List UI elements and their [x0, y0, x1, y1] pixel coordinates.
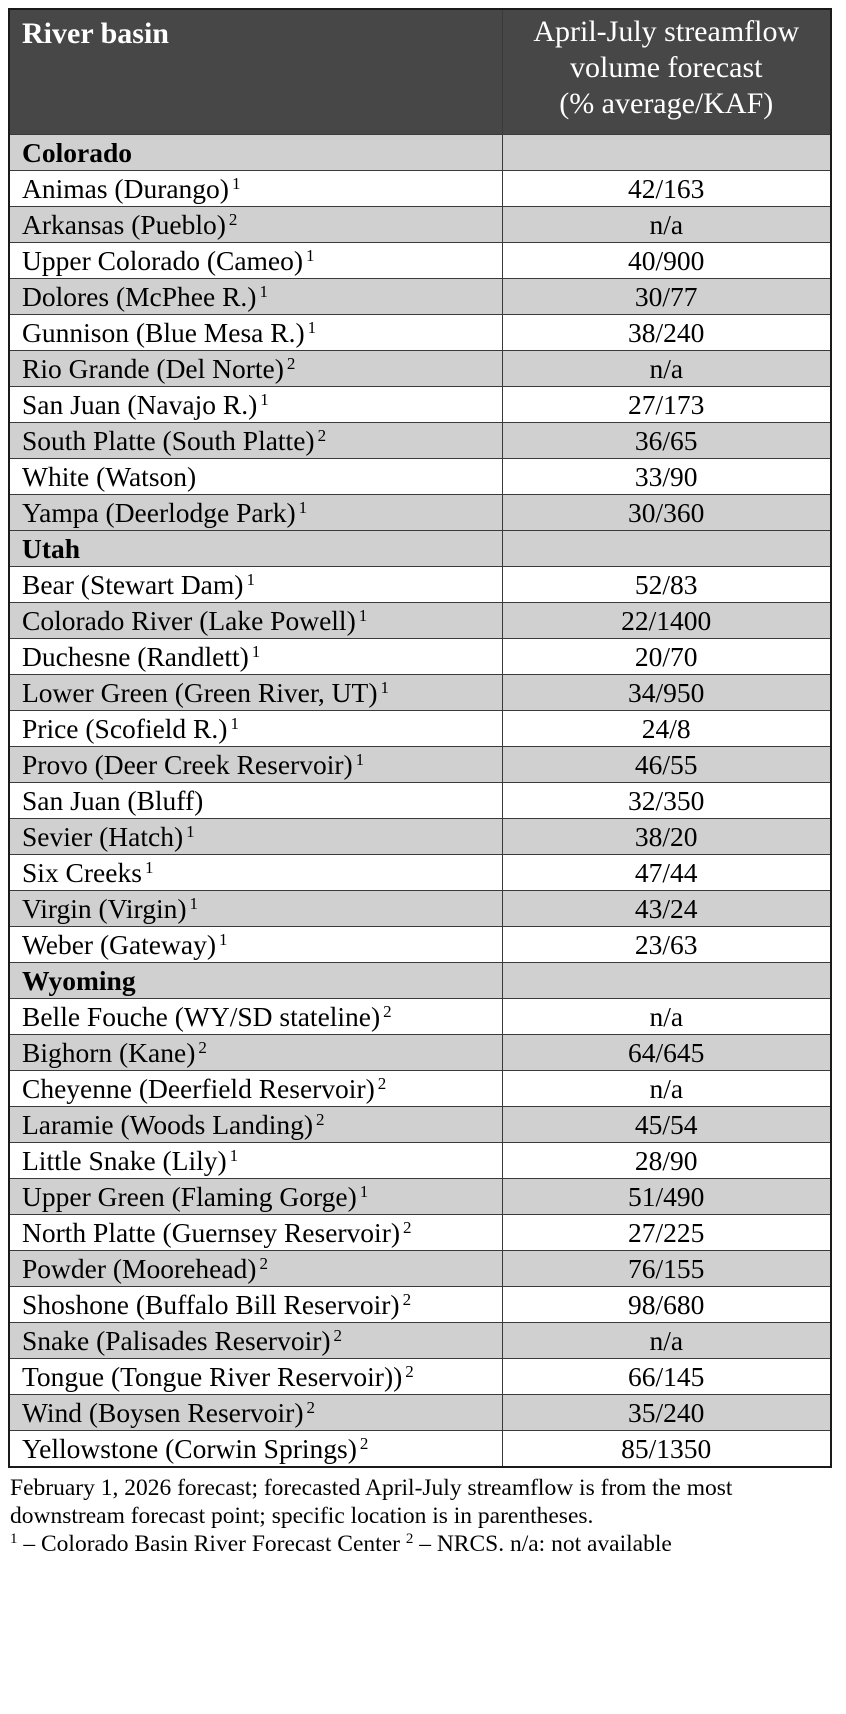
table-row	[9, 639, 831, 675]
footnote-marker: 1	[251, 641, 261, 661]
forecast-value: 64/645	[502, 1035, 831, 1071]
forecast-value: n/a	[502, 351, 831, 387]
forecast-value: 98/680	[502, 1287, 831, 1323]
basin-cell	[9, 783, 502, 819]
table-row	[9, 1143, 831, 1179]
forecast-value: 23/63	[502, 927, 831, 963]
footnote-source-nrcs: – NRCS. n/a: not available	[413, 1531, 672, 1557]
table-row	[9, 387, 831, 423]
header-river-basin: River basin	[9, 9, 502, 135]
basin-cell	[9, 243, 502, 279]
basin-name: Weber (Gateway)	[22, 928, 216, 960]
basin-name: Sevier (Hatch)	[22, 820, 184, 852]
basin-cell	[9, 927, 502, 963]
basin-name: Belle Fouche (WY/SD stateline)	[22, 1000, 381, 1032]
basin-name: Rio Grande (Del Norte)	[22, 352, 284, 384]
basin-cell	[9, 1107, 502, 1143]
basin-cell	[9, 315, 502, 351]
footnote-marker: 1	[298, 497, 308, 517]
footnote-marker: 2	[259, 1253, 268, 1273]
basin-name: Animas (Durango)	[22, 172, 229, 204]
forecast-value: 36/65	[502, 423, 831, 459]
basin-cell	[9, 1035, 502, 1071]
basin-cell	[9, 279, 502, 315]
forecast-value: 38/240	[502, 315, 831, 351]
forecast-value: 45/54	[502, 1107, 831, 1143]
table-row	[9, 603, 831, 639]
footnote-line: downstream forecast point; specific location is in parentheses.	[10, 1503, 594, 1529]
basin-name: Lower Green (Green River, UT)	[22, 676, 378, 708]
basin-cell	[9, 855, 502, 891]
forecast-value: 28/90	[502, 1143, 831, 1179]
basin-name: Gunnison (Blue Mesa R.)	[22, 316, 305, 348]
forecast-value: 76/155	[502, 1251, 831, 1287]
footnote-marker: 1	[189, 893, 198, 913]
basin-cell	[9, 1287, 502, 1323]
footnote-marker: 2	[403, 1217, 412, 1237]
basin-name: Arkansas (Pueblo)	[22, 208, 226, 240]
basin-name: Bear (Stewart Dam)	[22, 568, 244, 600]
footnote-marker: 2	[383, 1001, 392, 1021]
table-row	[9, 1035, 831, 1071]
basin-cell	[9, 819, 502, 855]
footnote-marker: 2	[316, 1109, 325, 1129]
basin-cell	[9, 423, 502, 459]
footnote-marker: 1	[186, 821, 195, 841]
basin-name: Wind (Boysen Reservoir)	[22, 1396, 304, 1428]
footnote	[8, 1474, 830, 1558]
table-row	[9, 1395, 831, 1431]
table-row	[9, 855, 831, 891]
basin-cell	[9, 1359, 502, 1395]
basin-name: San Juan (Navajo R.)	[22, 388, 258, 420]
basin-name: Colorado River (Lake Powell)	[22, 604, 356, 636]
table-row	[9, 315, 831, 351]
basin-name: Little Snake (Lily)	[22, 1144, 227, 1176]
group-label: Wyoming	[9, 963, 502, 999]
forecast-value: 24/8	[502, 711, 831, 747]
basin-cell	[9, 603, 502, 639]
table-row	[9, 1431, 831, 1468]
basin-name: White (Watson)	[22, 460, 197, 492]
footnote-marker: 2	[286, 353, 296, 373]
basin-name: Tongue (Tongue River Reservoir))	[22, 1360, 403, 1392]
basin-name: Price (Scofield R.)	[22, 712, 228, 744]
footnote-marker: 1	[307, 317, 317, 337]
table-row	[9, 783, 831, 819]
group-header-row	[9, 963, 831, 999]
basin-cell	[9, 387, 502, 423]
group-header-row	[9, 531, 831, 567]
basin-name: San Juan (Bluff)	[22, 784, 204, 816]
footnote-marker: 2	[228, 209, 238, 229]
basin-cell	[9, 1395, 502, 1431]
basin-name: Six Creeks	[22, 856, 142, 888]
basin-name: Yampa (Deerlodge Park)	[22, 496, 296, 528]
table-row	[9, 459, 831, 495]
forecast-value: 52/83	[502, 567, 831, 603]
table-row	[9, 1287, 831, 1323]
table-row	[9, 819, 831, 855]
header-forecast-line: volume forecast	[570, 51, 763, 84]
streamflow-forecast-table	[8, 8, 832, 1468]
footnote-marker: 2	[402, 1289, 412, 1309]
footnote-source-cbrfc: – Colorado Basin River Forecast Center	[17, 1531, 406, 1557]
footnote-marker: 1	[231, 173, 241, 193]
basin-cell	[9, 495, 502, 531]
group-empty-cell	[502, 135, 831, 171]
basin-cell	[9, 351, 502, 387]
forecast-value: n/a	[502, 999, 831, 1035]
table-row	[9, 495, 831, 531]
basin-cell	[9, 1323, 502, 1359]
table-row	[9, 747, 831, 783]
header-forecast-line: April-July streamflow	[533, 15, 800, 48]
forecast-value: n/a	[502, 207, 831, 243]
table-row	[9, 1071, 831, 1107]
basin-name: Powder (Moorehead)	[22, 1252, 257, 1284]
table-row	[9, 351, 831, 387]
footnote-marker: 1	[306, 245, 315, 265]
basin-cell	[9, 459, 502, 495]
footnote-line: February 1, 2026 forecast; forecasted April-July streamflow is from the most	[10, 1475, 733, 1501]
basin-cell	[9, 891, 502, 927]
footnote-mark: 2	[405, 1531, 414, 1547]
footnote-marker: 1	[260, 389, 269, 409]
basin-name: Cheyenne (Deerfield Reservoir)	[22, 1072, 375, 1104]
table-row	[9, 927, 831, 963]
forecast-value: 40/900	[502, 243, 831, 279]
forecast-value: 46/55	[502, 747, 831, 783]
footnote-marker: 2	[317, 425, 327, 445]
basin-name: Snake (Palisades Reservoir)	[22, 1324, 331, 1356]
basin-cell	[9, 1071, 502, 1107]
table-row	[9, 567, 831, 603]
basin-cell	[9, 639, 502, 675]
group-empty-cell	[502, 963, 831, 999]
forecast-value: 35/240	[502, 1395, 831, 1431]
basin-cell	[9, 747, 502, 783]
group-empty-cell	[502, 531, 831, 567]
forecast-value: 43/24	[502, 891, 831, 927]
footnote-marker: 2	[405, 1361, 414, 1381]
footnote-marker: 1	[380, 677, 389, 697]
table-row	[9, 207, 831, 243]
basin-name: Virgin (Virgin)	[22, 892, 187, 924]
table-row	[9, 711, 831, 747]
basin-name: Upper Green (Flaming Gorge)	[22, 1180, 357, 1212]
header-forecast	[502, 9, 831, 135]
footnote-marker: 1	[219, 929, 228, 949]
footnote-marker: 2	[198, 1037, 207, 1057]
header-forecast-line: (% average/KAF)	[559, 87, 774, 120]
footnote-marker: 2	[333, 1325, 343, 1345]
forecast-value: n/a	[502, 1071, 831, 1107]
forecast-value: 38/20	[502, 819, 831, 855]
group-label: Colorado	[9, 135, 502, 171]
basin-cell	[9, 207, 502, 243]
footnote-marker: 1	[230, 713, 239, 733]
basin-name: Shoshone (Buffalo Bill Reservoir)	[22, 1288, 400, 1320]
footnote-mark: 1	[10, 1531, 18, 1547]
basin-cell	[9, 1143, 502, 1179]
basin-cell	[9, 711, 502, 747]
forecast-document	[8, 8, 830, 1558]
forecast-value: 30/77	[502, 279, 831, 315]
footnote-marker: 2	[377, 1073, 387, 1093]
basin-cell	[9, 171, 502, 207]
table-row	[9, 891, 831, 927]
group-header-row	[9, 135, 831, 171]
footnote-marker: 1	[229, 1145, 239, 1165]
basin-name: Laramie (Woods Landing)	[22, 1108, 314, 1140]
forecast-value: 51/490	[502, 1179, 831, 1215]
table-row	[9, 675, 831, 711]
footnote-marker: 1	[144, 857, 154, 877]
footnote-marker: 1	[246, 569, 255, 589]
forecast-value: 85/1350	[502, 1431, 831, 1468]
basin-cell	[9, 1251, 502, 1287]
forecast-value: 20/70	[502, 639, 831, 675]
basin-name: North Platte (Guernsey Reservoir)	[22, 1216, 401, 1248]
basin-name: Bighorn (Kane)	[22, 1036, 196, 1068]
table-body	[9, 135, 831, 1468]
table-row	[9, 279, 831, 315]
forecast-value: 33/90	[502, 459, 831, 495]
forecast-value: 30/360	[502, 495, 831, 531]
footnote-marker: 1	[358, 605, 368, 625]
table-row	[9, 1215, 831, 1251]
forecast-value: 66/145	[502, 1359, 831, 1395]
basin-cell	[9, 999, 502, 1035]
basin-cell	[9, 1215, 502, 1251]
table-row	[9, 1179, 831, 1215]
table-header-row	[9, 9, 831, 135]
table-row	[9, 171, 831, 207]
forecast-value: 27/173	[502, 387, 831, 423]
footnote-marker: 2	[306, 1397, 315, 1417]
basin-name: Yellowstone (Corwin Springs)	[22, 1432, 357, 1464]
basin-name: Duchesne (Randlett)	[22, 640, 249, 672]
forecast-value: 32/350	[502, 783, 831, 819]
group-label: Utah	[9, 531, 502, 567]
forecast-value: n/a	[502, 1323, 831, 1359]
table-row	[9, 1323, 831, 1359]
basin-cell	[9, 675, 502, 711]
footnote-marker: 1	[355, 749, 365, 769]
basin-cell	[9, 567, 502, 603]
footnote-marker: 1	[359, 1181, 369, 1201]
forecast-value: 47/44	[502, 855, 831, 891]
basin-name: Provo (Deer Creek Reservoir)	[22, 748, 353, 780]
table-row	[9, 243, 831, 279]
table-row	[9, 999, 831, 1035]
forecast-value: 34/950	[502, 675, 831, 711]
table-row	[9, 1107, 831, 1143]
table-row	[9, 1359, 831, 1395]
table-row	[9, 423, 831, 459]
footnote-marker: 2	[359, 1433, 369, 1453]
basin-name: Dolores (McPhee R.)	[22, 280, 257, 312]
table-row	[9, 1251, 831, 1287]
basin-name: South Platte (South Platte)	[22, 424, 315, 456]
basin-cell	[9, 1179, 502, 1215]
footnote-marker: 1	[259, 281, 268, 301]
footnote-sources	[10, 1530, 830, 1558]
basin-name: Upper Colorado (Cameo)	[22, 244, 304, 276]
forecast-value: 27/225	[502, 1215, 831, 1251]
basin-cell	[9, 1431, 502, 1468]
forecast-value: 22/1400	[502, 603, 831, 639]
forecast-value: 42/163	[502, 171, 831, 207]
